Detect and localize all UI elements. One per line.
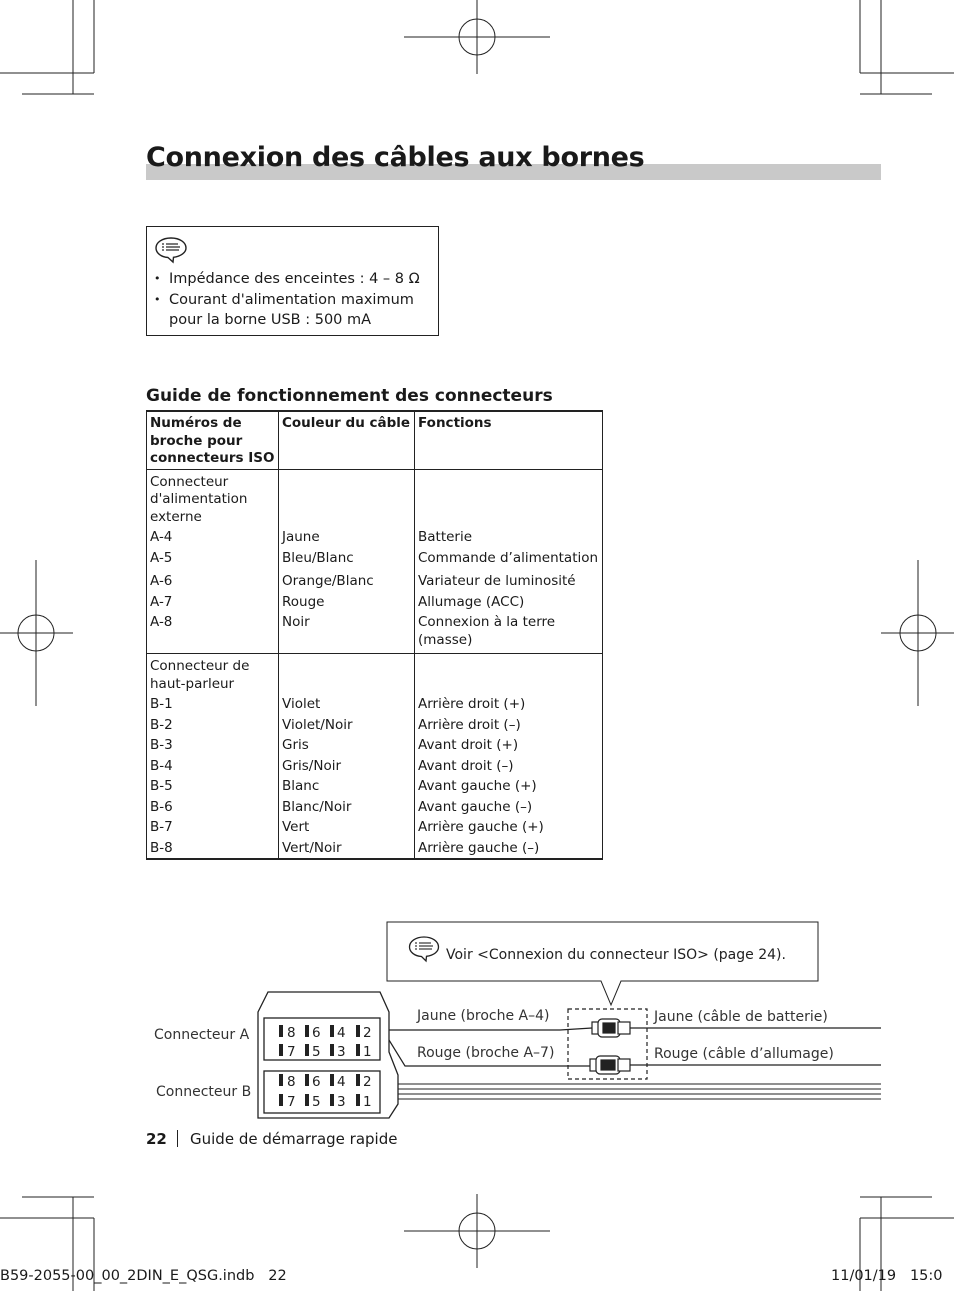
- page-title: Connexion des câbles aux bornes: [146, 142, 645, 173]
- svg-text:4: 4: [337, 1025, 346, 1041]
- footer-divider: [177, 1130, 178, 1147]
- svg-text:4: 4: [337, 1074, 346, 1090]
- table-row: [147, 527, 603, 548]
- color-cell: Vert: [279, 817, 415, 838]
- table-header-row: [147, 411, 603, 469]
- footer-guide-title: Guide de démarrage rapide: [190, 1130, 398, 1148]
- table-row: [147, 592, 603, 613]
- table-row: [147, 735, 603, 756]
- color-cell: Gris: [279, 735, 415, 756]
- svg-text:7: 7: [287, 1044, 296, 1060]
- pin-cell: A-6: [147, 571, 279, 592]
- pin-cell: B-7: [147, 817, 279, 838]
- pin-cell: B-1: [147, 694, 279, 715]
- svg-text:3: 3: [337, 1094, 346, 1110]
- color-cell: Violet/Noir: [279, 715, 415, 736]
- table-row: [147, 756, 603, 777]
- section-title: Guide de fonctionnement des connecteurs: [146, 386, 553, 406]
- color-cell: Violet: [279, 694, 415, 715]
- connector-b-label: Connecteur B: [156, 1084, 252, 1100]
- note-item: • Impédance des enceintes : 4 – 8 Ω: [153, 269, 439, 290]
- function-cell: Arrière gauche (–): [415, 838, 603, 860]
- function-cell: Batterie: [415, 527, 603, 548]
- svg-text:8: 8: [287, 1025, 296, 1041]
- svg-text:5: 5: [312, 1044, 321, 1060]
- red-splice-connector: [590, 1056, 630, 1074]
- imprint-date: 11/01/19 15:0: [831, 1268, 943, 1284]
- connector-table: [146, 410, 603, 860]
- color-cell: Rouge: [279, 592, 415, 613]
- table-row: [147, 817, 603, 838]
- color-cell: Blanc: [279, 776, 415, 797]
- pin-cell: B-4: [147, 756, 279, 777]
- callout-text: Voir <Connexion du connecteur ISO> (page 24).: [446, 947, 786, 963]
- function-cell: Arrière droit (–): [415, 715, 603, 736]
- pin-cell: A-5: [147, 548, 279, 572]
- table-row: [147, 612, 603, 654]
- header-cable-color: Couleur du câble: [279, 411, 415, 469]
- function-cell: Variateur de luminosité: [415, 571, 603, 592]
- ignition-cable-label: Rouge (câble d’allumage): [654, 1046, 834, 1062]
- pin-cell: B-5: [147, 776, 279, 797]
- group-a-label: Connecteur d'alimentation externe: [147, 469, 279, 527]
- function-cell: Commande d’alimentation: [415, 548, 603, 572]
- color-cell: Noir: [279, 612, 415, 654]
- svg-text:6: 6: [312, 1074, 321, 1090]
- table-row: [147, 715, 603, 736]
- table-row: [147, 694, 603, 715]
- yellow-wire: [389, 1028, 881, 1030]
- function-cell: Avant gauche (–): [415, 797, 603, 818]
- yellow-splice-connector: [592, 1019, 630, 1037]
- note-icon: [154, 236, 188, 264]
- function-cell: Connexion à la terre (masse): [415, 612, 603, 654]
- pin-cell: B-8: [147, 838, 279, 860]
- group-label-row: [147, 654, 603, 695]
- color-cell: Bleu/Blanc: [279, 548, 415, 572]
- function-cell: Arrière gauche (+): [415, 817, 603, 838]
- function-cell: Avant droit (–): [415, 756, 603, 777]
- yellow-pin-label: Jaune (broche A–4): [417, 1008, 550, 1024]
- page-number: 22: [146, 1130, 167, 1148]
- battery-cable-label: Jaune (câble de batterie): [654, 1009, 828, 1025]
- pin-cell: A-4: [147, 527, 279, 548]
- red-pin-label: Rouge (broche A–7): [417, 1045, 555, 1061]
- color-cell: Orange/Blanc: [279, 571, 415, 592]
- note-list: [153, 269, 439, 331]
- note-box: [146, 226, 439, 336]
- color-cell: Gris/Noir: [279, 756, 415, 777]
- svg-text:1: 1: [363, 1044, 372, 1060]
- iso-connector-diagram: [0, 900, 954, 1130]
- pin-cell: B-3: [147, 735, 279, 756]
- function-cell: Allumage (ACC): [415, 592, 603, 613]
- svg-text:7: 7: [287, 1094, 296, 1110]
- table-row: [147, 571, 603, 592]
- pin-cell: A-7: [147, 592, 279, 613]
- header-pin-numbers: Numéros de broche pour connecteurs ISO: [147, 411, 279, 469]
- svg-text:2: 2: [363, 1025, 372, 1041]
- function-cell: Avant droit (+): [415, 735, 603, 756]
- group-label-row: [147, 469, 603, 527]
- pin-cell: A-8: [147, 612, 279, 654]
- group-b-label: Connecteur de haut-parleur: [147, 654, 279, 695]
- table-row: [147, 776, 603, 797]
- svg-text:1: 1: [363, 1094, 372, 1110]
- pin-cell: B-6: [147, 797, 279, 818]
- function-cell: Avant gauche (+): [415, 776, 603, 797]
- svg-text:6: 6: [312, 1025, 321, 1041]
- imprint-file: B59-2055-00_00_2DIN_E_QSG.indb 22: [0, 1268, 287, 1284]
- table-row: [147, 797, 603, 818]
- callout-box: [387, 922, 818, 1005]
- header-functions: Fonctions: [415, 411, 603, 469]
- speaker-wire-bundle: [398, 1084, 881, 1099]
- connector-a-label: Connecteur A: [154, 1027, 250, 1043]
- svg-text:5: 5: [312, 1094, 321, 1110]
- function-cell: Arrière droit (+): [415, 694, 603, 715]
- color-cell: Jaune: [279, 527, 415, 548]
- pin-cell: B-2: [147, 715, 279, 736]
- color-cell: Blanc/Noir: [279, 797, 415, 818]
- color-cell: Vert/Noir: [279, 838, 415, 860]
- svg-text:2: 2: [363, 1074, 372, 1090]
- svg-text:8: 8: [287, 1074, 296, 1090]
- table-row: [147, 548, 603, 572]
- note-item: • Courant d'alimentation maximum pour la borne USB : 500 mA: [153, 290, 439, 331]
- svg-text:3: 3: [337, 1044, 346, 1060]
- table-row: [147, 838, 603, 860]
